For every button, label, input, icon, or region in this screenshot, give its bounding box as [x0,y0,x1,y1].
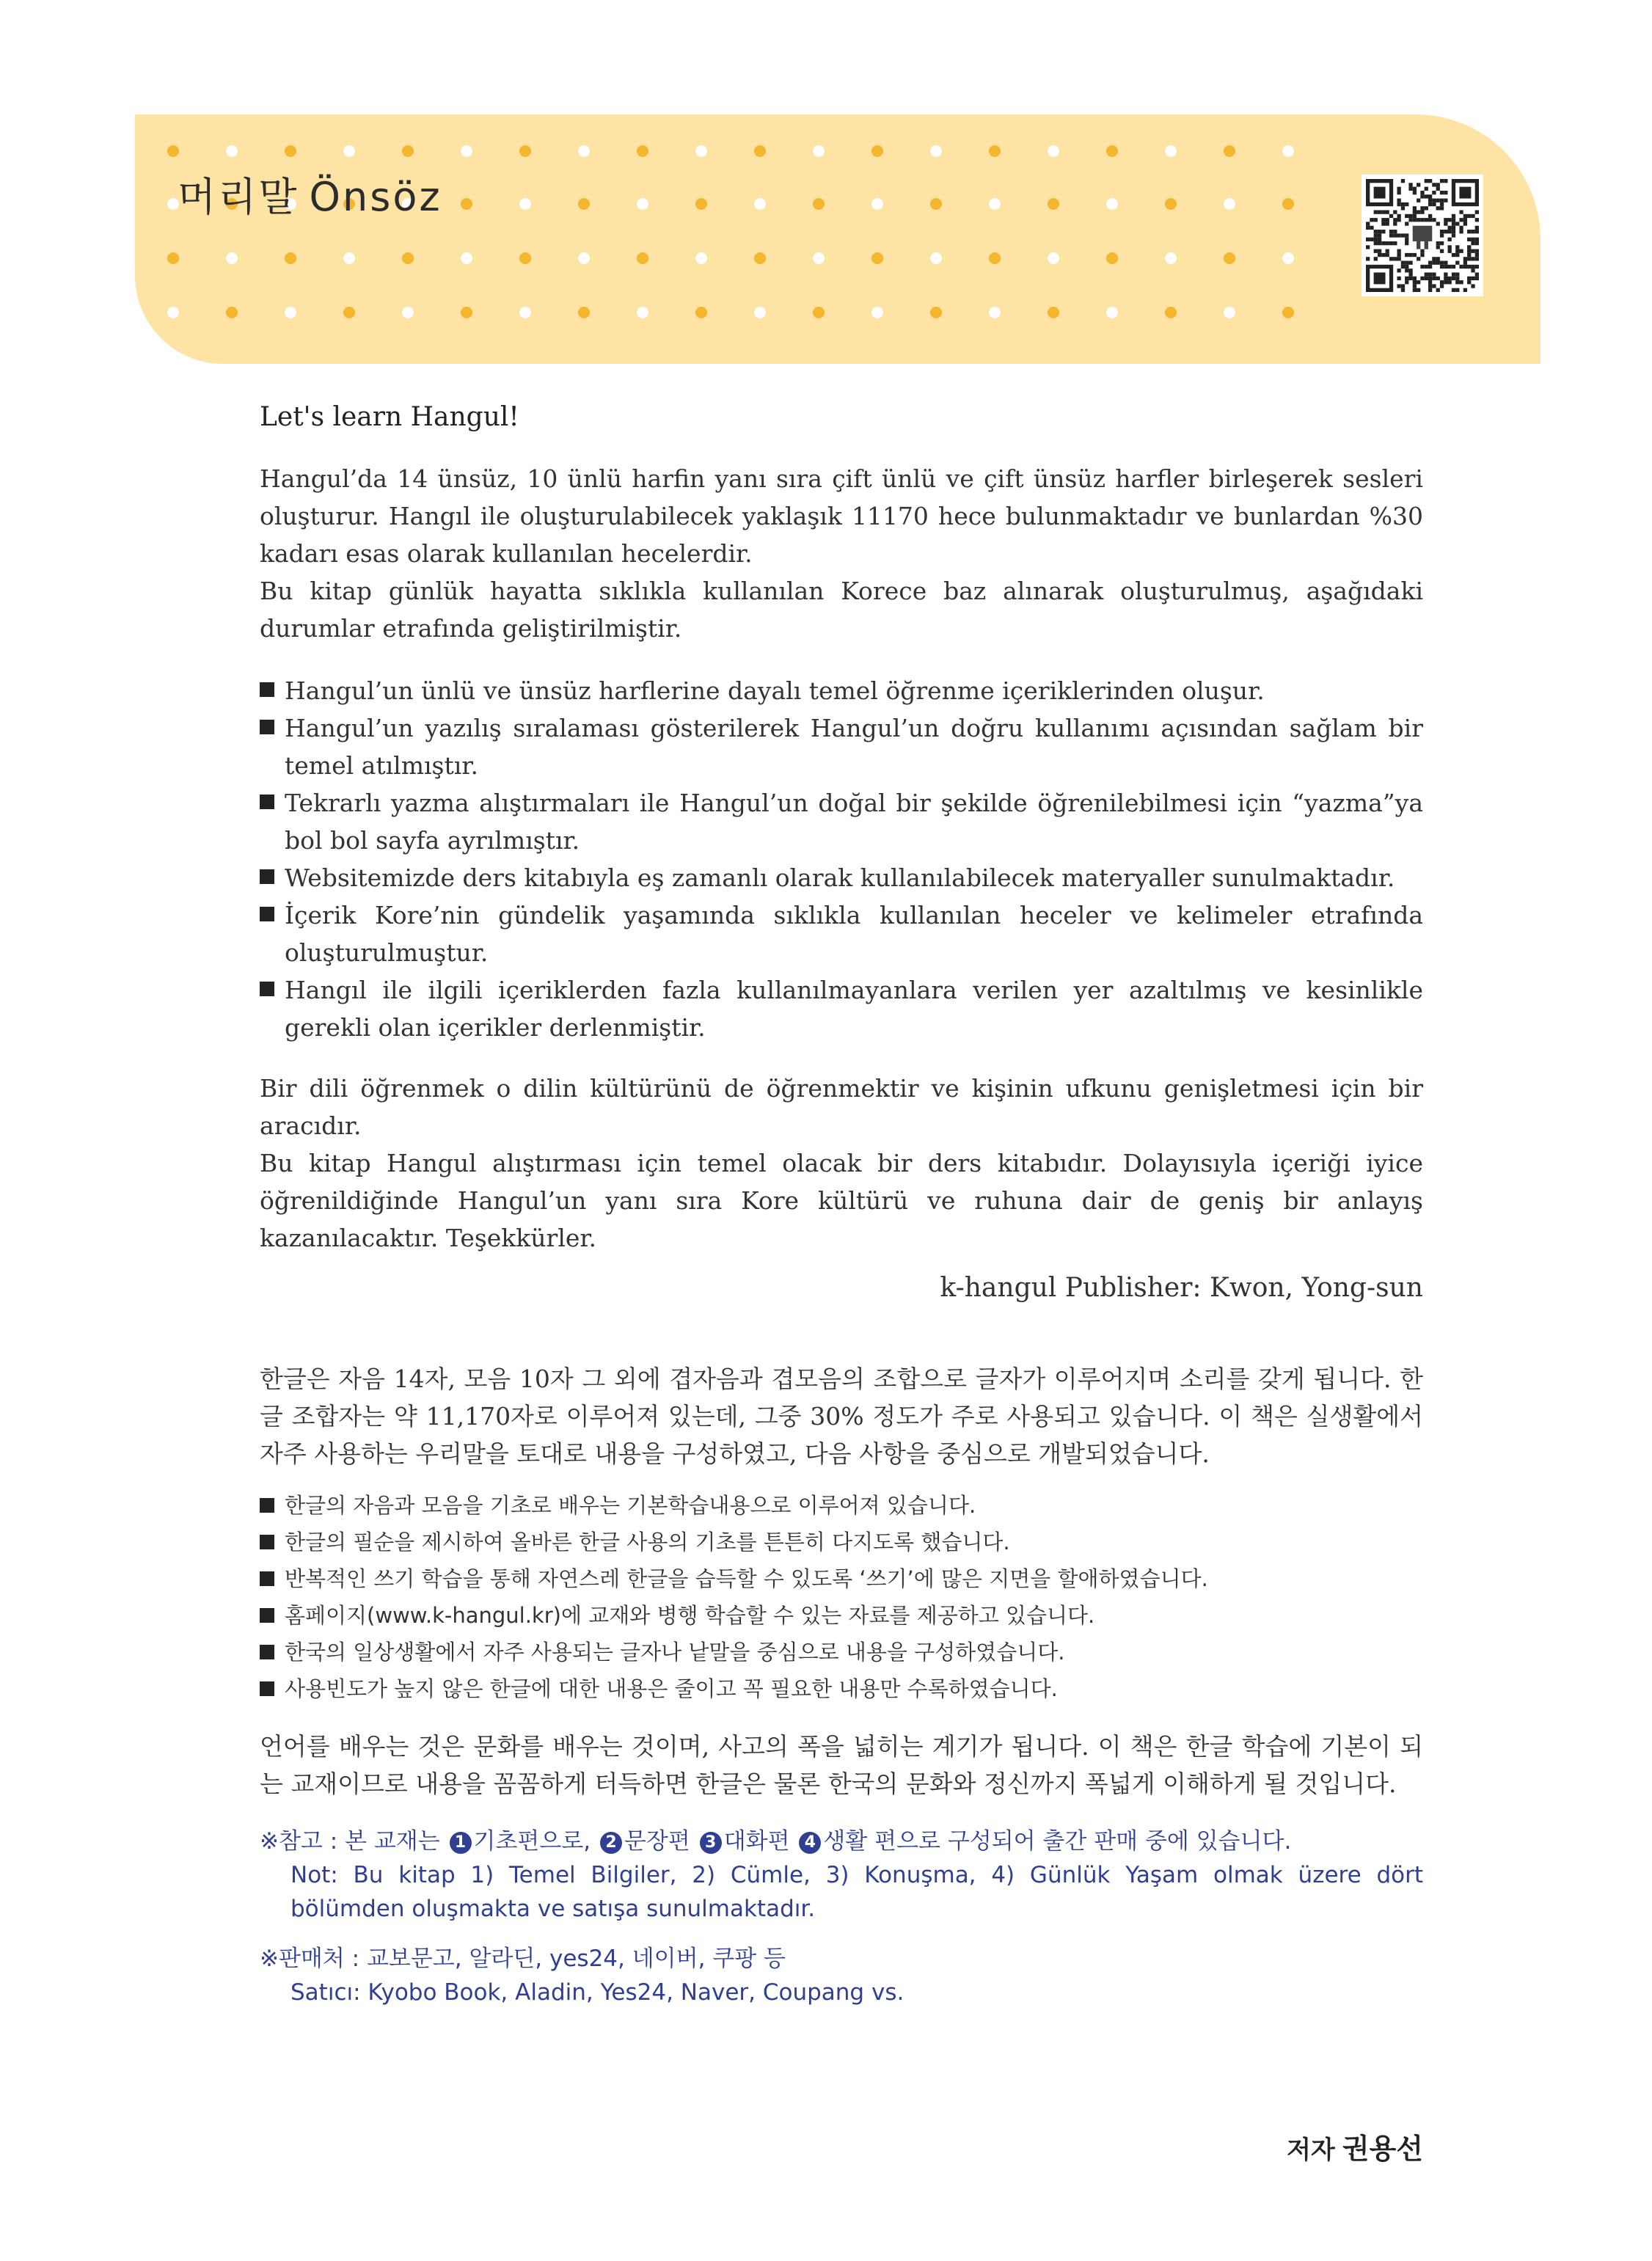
decor-dot [461,198,472,210]
seller-note [260,1942,1423,2009]
decor-dot [343,307,355,318]
decor-dot [1224,307,1235,318]
decor-dot [343,145,355,157]
list-item: 한글의 필순을 제시하여 올바른 한글 사용의 기초를 튼튼히 다지도록 했습니다. [260,1524,1423,1560]
decor-dot [1106,252,1118,264]
decor-dot [754,198,766,210]
decor-dot [871,198,883,210]
publisher-signature: k-hangul Publisher: Kwon, Yong-sun [940,1273,1423,1303]
decor-dot [343,252,355,264]
decor-dot [167,252,179,264]
list-item: 한글의 자음과 모음을 기초로 배우는 기본학습내용으로 이루어져 있습니다. [260,1487,1423,1524]
decor-dot [285,252,296,264]
decor-dot [461,145,472,157]
decor-dot [1106,198,1118,210]
decor-dot [402,252,414,264]
note-mark: ※ [260,1828,279,1855]
preface-body [260,402,1423,2009]
korean-outro: 언어를 배우는 것은 문화를 배우는 것이며, 사고의 폭을 넓히는 계기가 됩니다. 이 책은 한글 학습에 기본이 되는 교재이므로 내용을 꼼꼼하게 터득하면 한글은 물론 한국의 문화와 정신까지 폭넓게 이해하게 될 것입니다. [260,1732,1423,1798]
number-1-icon: 1 [450,1832,472,1854]
decor-dot [1165,145,1177,157]
decor-dot [930,252,942,264]
decor-dot [167,307,179,318]
decor-dot [519,198,531,210]
english-heading: Let's learn Hangul! [260,402,519,432]
decor-dot [519,307,531,318]
list-item: 반복적인 쓰기 학습을 통해 자연스레 한글을 습득할 수 있도록 ‘쓰기’에 많은 지면을 할애하였습니다. [260,1560,1423,1597]
english-outro-2: Bu kitap Hangul alıştırması için temel olacak bir ders kitabıdır. Dolayısıyla içeriği iyice öğrenildiğinde Hangul’un yanı sıra Kore kültürü ve ruhuna dair de geniş bir anlayış kazanılacaktır. Teşekkürler. [260,1149,1423,1252]
decor-dot [813,252,825,264]
square-bullet-icon [260,869,274,884]
decor-dot [1165,252,1177,264]
decor-dot [519,252,531,264]
decor-dot [1224,145,1235,157]
header-banner [135,114,1540,364]
english-outro-1: Bir dili öğrenmek o dilin kültürünü de öğrenmektir ve kişinin ufkunu genişletmesi için bir aracıdır. [260,1074,1423,1140]
decor-dot [285,145,296,157]
author-name: 권용선 [1342,2133,1423,2165]
decor-dot [402,307,414,318]
list-item: 홈페이지(www.k-hangul.kr)에 교재와 병행 학습할 수 있는 자료를 제공하고 있습니다. [260,1597,1423,1634]
decor-dot [989,252,1001,264]
decor-dot [461,252,472,264]
square-bullet-icon [260,907,274,921]
decor-dot [813,145,825,157]
list-item: Hangıl ile ilgili içeriklerden fazla kullanılmayanlara verilen yer azaltılmış ve kesinlikle gerekli olan içerikler derlenmiştir. [260,971,1423,1046]
decor-dot [1165,307,1177,318]
decor-dot [1048,307,1059,318]
reference-note-turkish: Not: Bu kitap 1) Temel Bilgiler, 2) Cümle, 3) Konuşma, 4) Günlük Yaşam olmak üzere dört bölümden oluşmakta ve satışa sunulmaktadır. [290,1862,1423,1922]
square-bullet-icon [260,1681,274,1696]
decor-dot [1282,307,1294,318]
decor-dot [989,198,1001,210]
seller-label: 판매처 : 교보문고, 알라딘, yes24, 네이버, 쿠팡 등 [278,1946,786,1972]
list-item: İçerik Kore’nin gündelik yaşamında sıklıkla kullanılan heceler ve kelimeler etrafında oluşturulmuştur. [260,896,1423,971]
decor-dot [167,145,179,157]
decor-dot [871,252,883,264]
square-bullet-icon [260,1571,274,1586]
square-bullet-icon [260,720,274,734]
number-3-icon: 3 [700,1832,722,1854]
decor-dot [989,307,1001,318]
number-4-icon: 4 [799,1832,821,1854]
dot-pattern [135,114,1540,364]
list-item: Tekrarlı yazma alıştırmaları ile Hangul’un doğal bir şekilde öğrenilebilmesi için “yazma”ya bol bol sayfa ayrılmıştır. [260,784,1423,859]
reference-note-korean: ※참고 : 본 교재는 1 기초편으로, 2 문장편 3 대화편 4 생활 편으로 구성되어 출간 판매 중에 있습니다. [260,1828,1292,1855]
decor-dot [930,198,942,210]
list-item: 사용빈도가 높지 않은 한글에 대한 내용은 줄이고 꼭 필요한 내용만 수록하였습니다. [260,1670,1423,1707]
decor-dot [930,145,942,157]
title-turkish: Önsöz [309,174,442,220]
list-item: Hangul’un ünlü ve ünsüz harflerine dayalı temel öğrenme içeriklerinden oluşur. [260,672,1423,709]
decor-dot [285,307,296,318]
decor-dot [519,145,531,157]
decor-dot [1048,145,1059,157]
decor-dot [637,145,648,157]
decor-dot [871,307,883,318]
square-bullet-icon [260,682,274,697]
qr-code-icon[interactable] [1362,175,1483,296]
decor-dot [989,145,1001,157]
decor-dot [1224,198,1235,210]
decor-dot [1048,252,1059,264]
decor-dot [1282,198,1294,210]
seller-turkish: Satıcı: Kyobo Book, Aladin, Yes24, Naver, Coupang vs. [290,1979,904,2006]
decor-dot [578,307,590,318]
decor-dot [578,198,590,210]
square-bullet-icon [260,1498,274,1513]
decor-dot [402,145,414,157]
square-bullet-icon [260,982,274,996]
decor-dot [226,252,238,264]
decor-dot [813,198,825,210]
english-intro-2: Bu kitap günlük hayatta sıklıkla kullanılan Korece baz alınarak oluşturulmuş, aşağıdaki durumlar etrafında geliştirilmiştir. [260,577,1423,643]
decor-dot [1224,252,1235,264]
decor-dot [871,145,883,157]
decor-dot [695,307,707,318]
author-signature [1287,2126,1423,2166]
reference-note [260,1824,1423,1926]
decor-dot [578,145,590,157]
decor-dot [226,145,238,157]
square-bullet-icon [260,1645,274,1659]
square-bullet-icon [260,1608,274,1623]
decor-dot [695,145,707,157]
decor-dot [695,198,707,210]
list-item: Hangul’un yazılış sıralaması gösterilerek Hangul’un doğru kullanımı açısından sağlam bir temel atılmıştır. [260,709,1423,784]
square-bullet-icon [260,1535,274,1549]
english-bullet-list [260,672,1423,1046]
author-label: 저자 [1287,2136,1335,2165]
decor-dot [637,252,648,264]
decor-dot [695,252,707,264]
list-item: 한국의 일상생활에서 자주 사용되는 글자나 낱말을 중심으로 내용을 구성하였습니다. [260,1634,1423,1670]
decor-dot [930,307,942,318]
english-intro-1: Hangul’da 14 ünsüz, 10 ünlü harfin yanı sıra çift ünlü ve çift ünsüz harfler birleşerek sesleri oluşturur. Hangıl ile oluşturulabilecek yaklaşık 11170 hece bulunmaktadır ve bunlardan %30 kadarı esas olarak kullanılan hecelerdir. [260,464,1423,568]
decor-dot [637,307,648,318]
decor-dot [1282,252,1294,264]
decor-dot [813,307,825,318]
title-korean: 머리말 [178,174,299,220]
decor-dot [637,198,648,210]
decor-dot [226,307,238,318]
page-title [178,166,442,222]
number-2-icon: 2 [600,1832,622,1854]
decor-dot [578,252,590,264]
decor-dot [1165,198,1177,210]
decor-dot [1282,145,1294,157]
list-item: Websitemizde ders kitabıyla eş zamanlı olarak kullanılabilecek materyaller sunulmaktadır. [260,859,1423,896]
note-mark: ※ [260,1946,279,1972]
decor-dot [1106,307,1118,318]
decor-dot [754,307,766,318]
korean-intro: 한글은 자음 14자, 모음 10자 그 외에 겹자음과 겹모음의 조합으로 글자가 이루어지며 소리를 갖게 됩니다. 한글 조합자는 약 11,170자로 이루어져 있는데, 그중 30% 정도가 주로 사용되고 있습니다. 이 책은 실생활에서 자주 사용하는 우리말을 토대로 내용을 구성하였고, 다음 사항을 중심으로 개발되었습니다. [260,1365,1423,1468]
decor-dot [754,145,766,157]
decor-dot [1048,198,1059,210]
decor-dot [1106,145,1118,157]
decor-dot [754,252,766,264]
decor-dot [461,307,472,318]
square-bullet-icon [260,795,274,809]
korean-bullet-list [260,1487,1423,1707]
